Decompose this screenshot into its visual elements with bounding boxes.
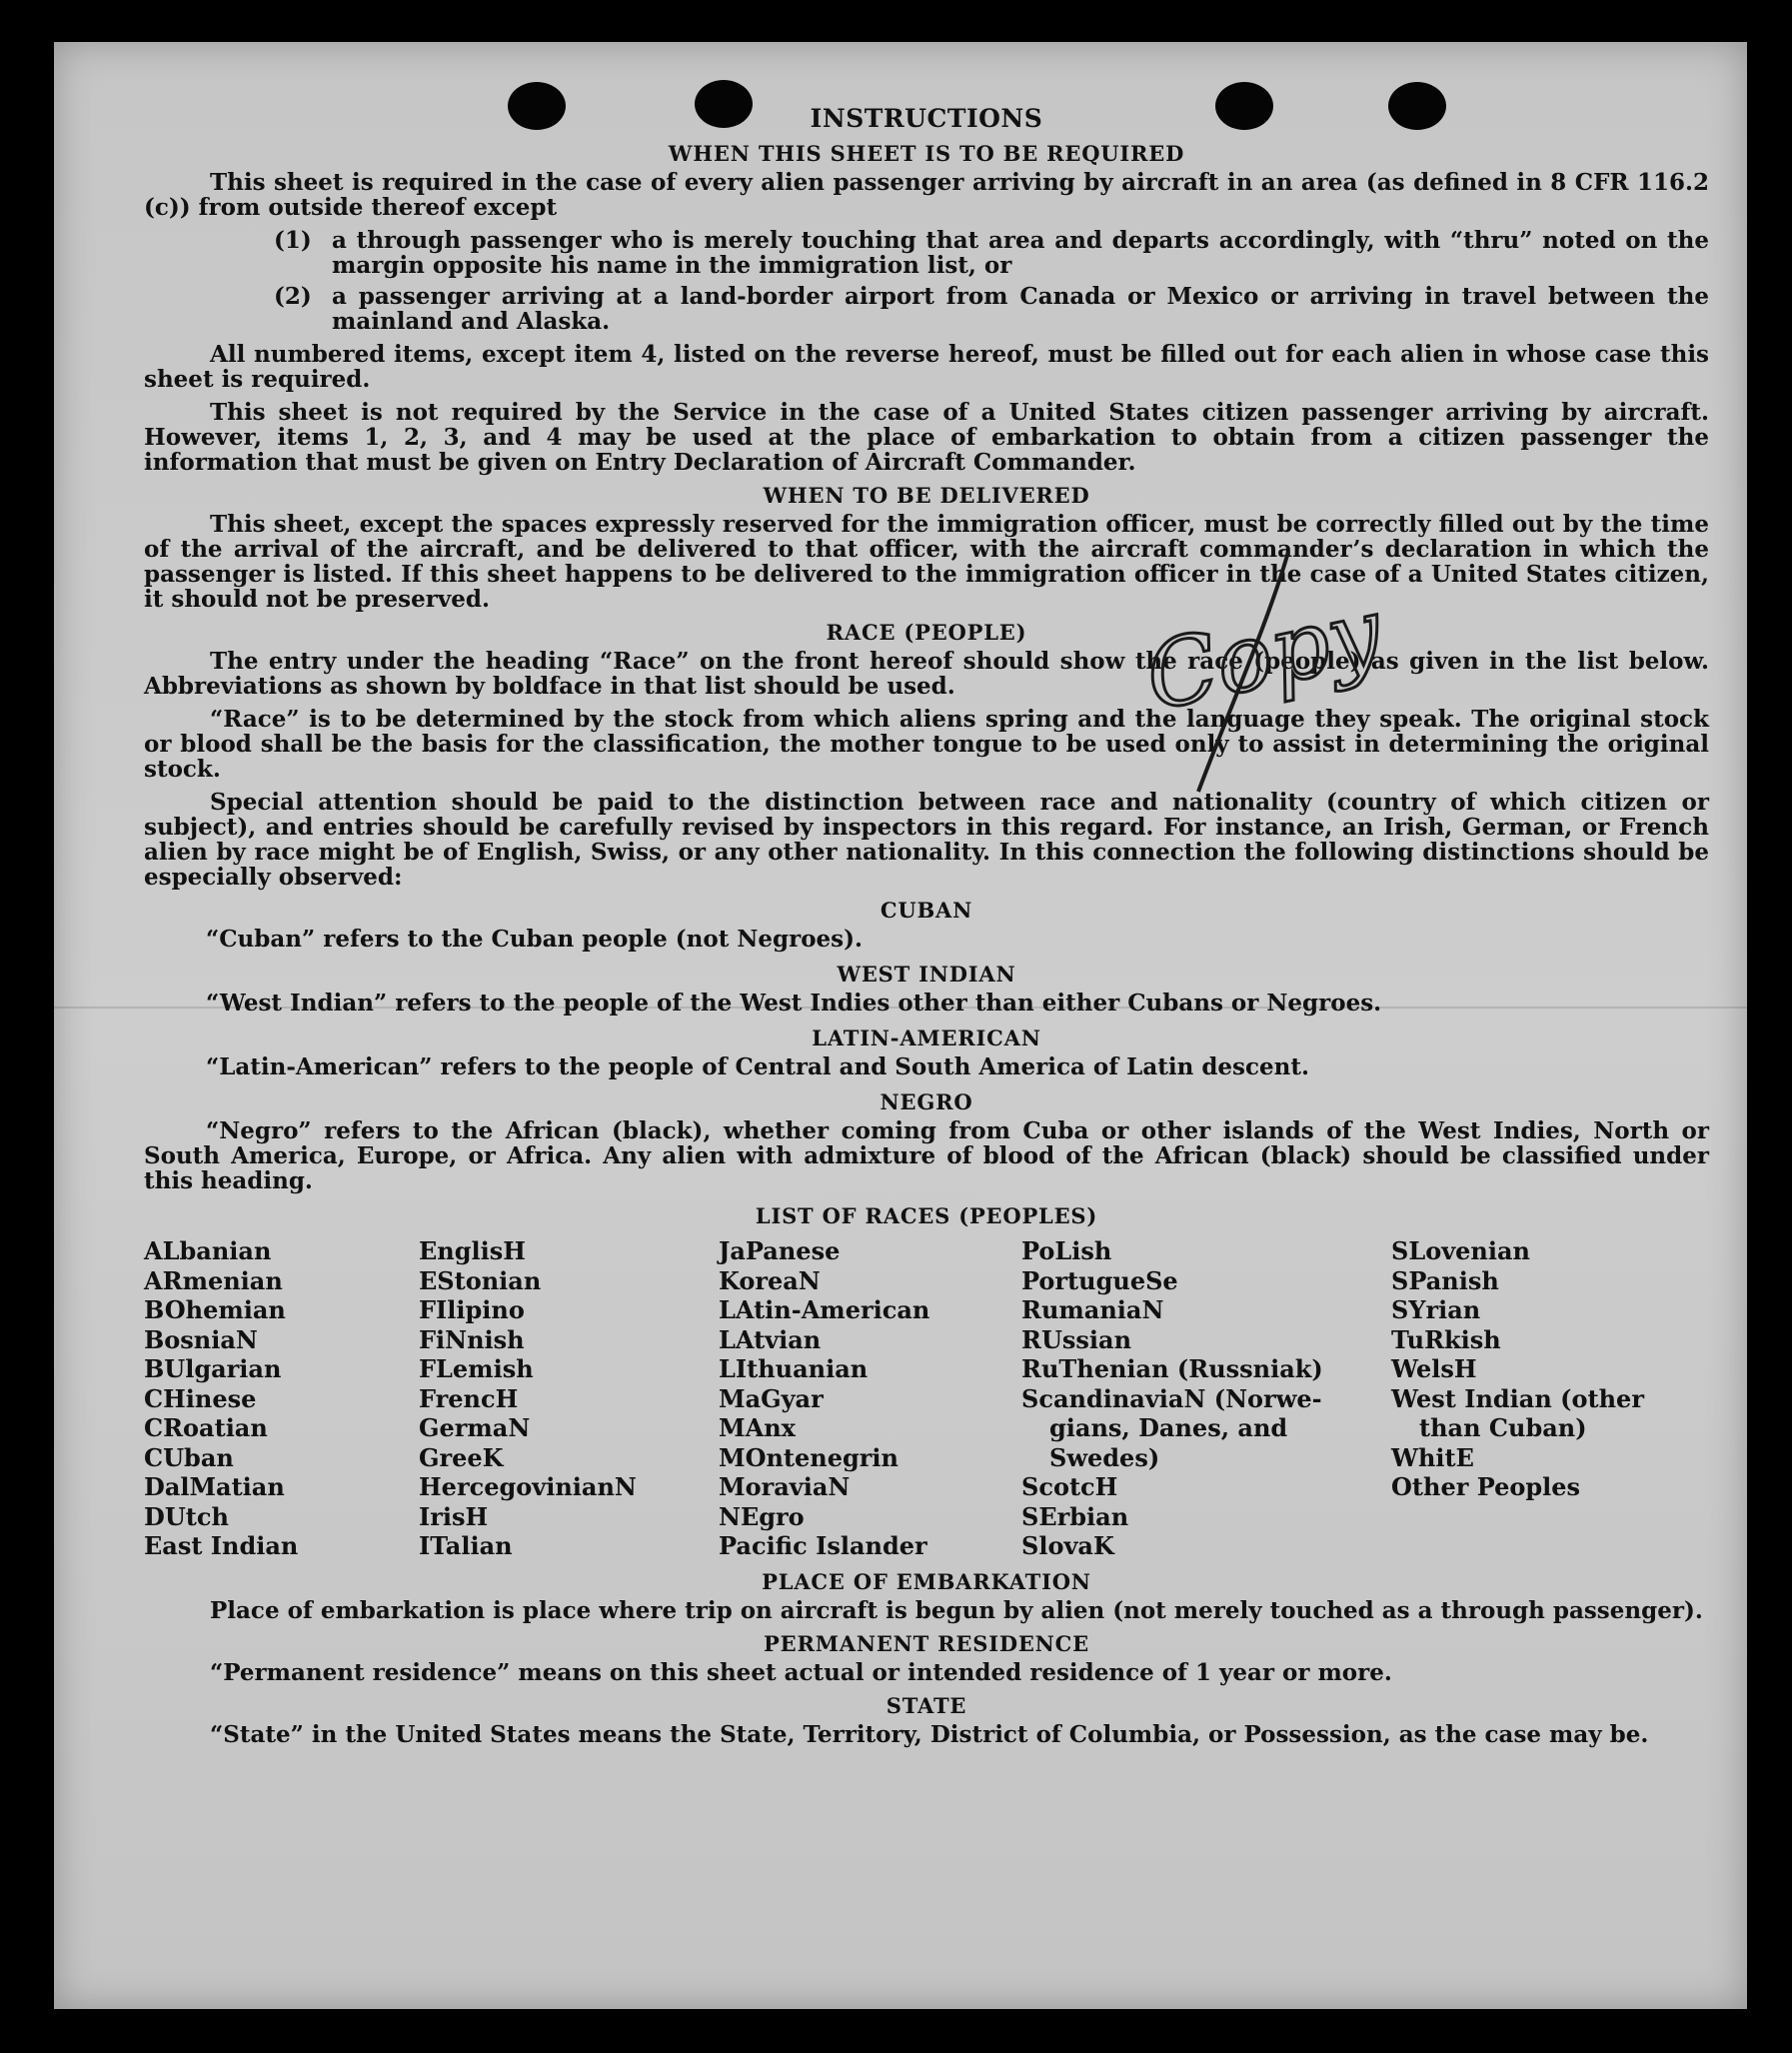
section-heading-west-indian: WEST INDIAN <box>837 962 1016 987</box>
race-item: ITalian <box>419 1531 513 1560</box>
race-item: LIthuanian <box>719 1354 869 1383</box>
definition: “Negro” refers to the African (black), whether coming from Cuba or other islands of the West Indies, North or South America, Europe, or Africa. Any alien with admixture of blood of the African (black) should be classified under this heading. <box>144 1117 1709 1194</box>
race-item: ALbanian <box>144 1236 272 1265</box>
race-item: KoreaN <box>719 1265 821 1295</box>
section-heading-delivered: WHEN TO BE DELIVERED <box>763 483 1090 508</box>
item-number: (2) <box>274 283 312 310</box>
race-item: PortugueSe <box>1021 1265 1178 1295</box>
exception-item <box>144 228 1709 278</box>
race-item: DUtch <box>144 1501 229 1531</box>
paragraph: All numbered items, except item 4, listed on the reverse hereof, must be filled out for each alien in whose case this sheet is required. <box>144 341 1709 393</box>
race-item: BosniaN <box>144 1324 258 1354</box>
document-sheet <box>54 42 1747 2009</box>
race-item: WhitE <box>1391 1442 1474 1472</box>
race-item: RuThenian (Russniak) <box>1021 1354 1323 1383</box>
race-list <box>144 1236 1709 1561</box>
race-item: than Cuban) <box>1419 1413 1587 1442</box>
race-item: Other Peoples <box>1391 1472 1581 1501</box>
race-column <box>719 1236 1021 1561</box>
race-item: ScandinaviaN (Norwe- <box>1021 1383 1322 1413</box>
item-text: a through passenger who is merely touching that area and departs accordingly, with “thru” noted on the margin opposite his name in the immigration list, or <box>332 227 1709 279</box>
race-item: DalMatian <box>144 1472 285 1501</box>
race-item: CUban <box>144 1442 234 1472</box>
race-item: RUssian <box>1021 1324 1132 1354</box>
race-item: FIlipino <box>419 1295 525 1324</box>
race-item: gians, Danes, and <box>1049 1413 1288 1442</box>
race-column <box>144 1236 419 1561</box>
paragraph: “Permanent residence” means on this sheet actual or intended residence of 1 year or more. <box>210 1658 1392 1686</box>
paragraph: This sheet is required in the case of every alien passenger arriving by aircraft in an area (as defined in 8 CFR 116.2 (c)) from outside thereof except <box>144 169 1709 221</box>
race-item: ScotcH <box>1021 1472 1118 1501</box>
race-item: MAnx <box>719 1413 796 1442</box>
race-item: FLemish <box>419 1354 534 1383</box>
paragraph: Special attention should be paid to the distinction between race and nationality (country of which citizen or subject), and entries should be carefully revised by inspectors in this regard. For instance, an Irish, German, or French alien by race might be of English, Swiss, or any other nationality. In this connection the following distinctions should be especially observed: <box>144 789 1709 891</box>
exception-item <box>144 284 1709 334</box>
section-heading-cuban: CUBAN <box>880 898 973 923</box>
section-heading-required: WHEN THIS SHEET IS TO BE REQUIRED <box>668 141 1185 166</box>
race-item: WelsH <box>1391 1354 1477 1383</box>
copy-text: Copy <box>1136 577 1391 732</box>
section-heading-residence: PERMANENT RESIDENCE <box>764 1630 1089 1656</box>
race-item: SLovenian <box>1391 1236 1530 1265</box>
race-item: FrencH <box>419 1383 519 1413</box>
race-item: MoraviaN <box>719 1472 851 1501</box>
page-title: INSTRUCTIONS <box>810 104 1043 133</box>
race-item: Pacific Islander <box>719 1531 927 1560</box>
section-heading-state: STATE <box>886 1692 967 1718</box>
race-item: PoLish <box>1021 1236 1112 1265</box>
race-item: NEgro <box>719 1501 805 1531</box>
race-item: CRoatian <box>144 1413 268 1442</box>
race-item: TuRkish <box>1391 1324 1501 1354</box>
race-item: GreeK <box>419 1442 504 1472</box>
race-item: ARmenian <box>144 1265 283 1295</box>
section-heading-negro: NEGRO <box>880 1089 973 1114</box>
race-item: GermaN <box>419 1413 531 1442</box>
race-item: CHinese <box>144 1383 257 1413</box>
definition: “Cuban” refers to the Cuban people (not Negroes). <box>206 926 864 953</box>
handwritten-copy-mark <box>1118 542 1448 802</box>
race-item: Swedes) <box>1049 1442 1160 1472</box>
item-number: (1) <box>274 227 312 254</box>
section-heading-list-of-races: LIST OF RACES (PEOPLES) <box>755 1203 1098 1228</box>
race-item: East Indian <box>144 1531 299 1560</box>
race-item: HercegovinianN <box>419 1472 637 1501</box>
race-item: FiNnish <box>419 1324 525 1354</box>
race-item: LAtvian <box>719 1324 822 1354</box>
race-item: EnglisH <box>419 1236 526 1265</box>
race-item: RumaniaN <box>1021 1295 1164 1324</box>
race-item: EStonian <box>419 1265 542 1295</box>
definition: “West Indian” refers to the people of the West Indies other than either Cubans or Negroes. <box>206 990 1382 1017</box>
race-item: MOntenegrin <box>719 1442 898 1472</box>
paragraph: The entry under the heading “Race” on the front hereof should show the race (people) as given in the list below. Abbreviations as shown by boldface in that list should be used. <box>144 648 1709 700</box>
item-text: a passenger arriving at a land-border airport from Canada or Mexico or arriving in travel between the mainland and Alaska. <box>332 283 1709 335</box>
paragraph: This sheet is not required by the Service in the case of a United States citizen passenger arriving by aircraft. However, items 1, 2, 3, and 4 may be used at the place of embarkation to obtain from a citizen passenger the information that must be given on Entry Declaration of Aircraft Commander. <box>144 399 1709 476</box>
race-item: West Indian (other <box>1391 1383 1644 1413</box>
race-item: IrisH <box>419 1501 489 1531</box>
definition: “Latin-American” refers to the people of Central and South America of Latin descent. <box>206 1053 1309 1080</box>
race-item: SErbian <box>1021 1501 1129 1531</box>
race-item: SlovaK <box>1021 1531 1114 1560</box>
instructions-content <box>144 104 1709 1755</box>
section-heading-race: RACE (PEOPLE) <box>826 620 1027 645</box>
race-item: JaPanese <box>719 1236 841 1265</box>
paragraph: This sheet, except the spaces expressly reserved for the immigration officer, must be correctly filled out by the time of the arrival of the aircraft, and be delivered to that officer, with the aircraft commander’s declaration in which the passenger is listed. If this sheet happens to be delivered to the immigration officer in the case of a United States citizen, it should not be preserved. <box>144 511 1709 613</box>
race-item: LAtin-American <box>719 1295 930 1324</box>
race-item: BUlgarian <box>144 1354 282 1383</box>
race-item: BOhemian <box>144 1295 286 1324</box>
race-column <box>1391 1236 1691 1561</box>
paragraph: Place of embarkation is place where trip on aircraft is begun by alien (not merely touched as a through passenger). <box>210 1596 1703 1624</box>
paragraph: “Race” is to be determined by the stock from which aliens spring and the language they speak. The original stock or blood shall be the basis for the classification, the mother tongue to be used only to assist in determining the original stock. <box>144 706 1709 783</box>
race-item: SPanish <box>1391 1265 1499 1295</box>
section-heading-latin-american: LATIN-AMERICAN <box>812 1026 1041 1050</box>
race-column <box>1021 1236 1391 1561</box>
race-item: SYrian <box>1391 1295 1481 1324</box>
section-heading-embarkation: PLACE OF EMBARKATION <box>762 1568 1091 1594</box>
paragraph: “State” in the United States means the State, Territory, District of Columbia, or Possession, as the case may be. <box>210 1720 1649 1748</box>
race-item: MaGyar <box>719 1383 824 1413</box>
race-column <box>419 1236 719 1561</box>
